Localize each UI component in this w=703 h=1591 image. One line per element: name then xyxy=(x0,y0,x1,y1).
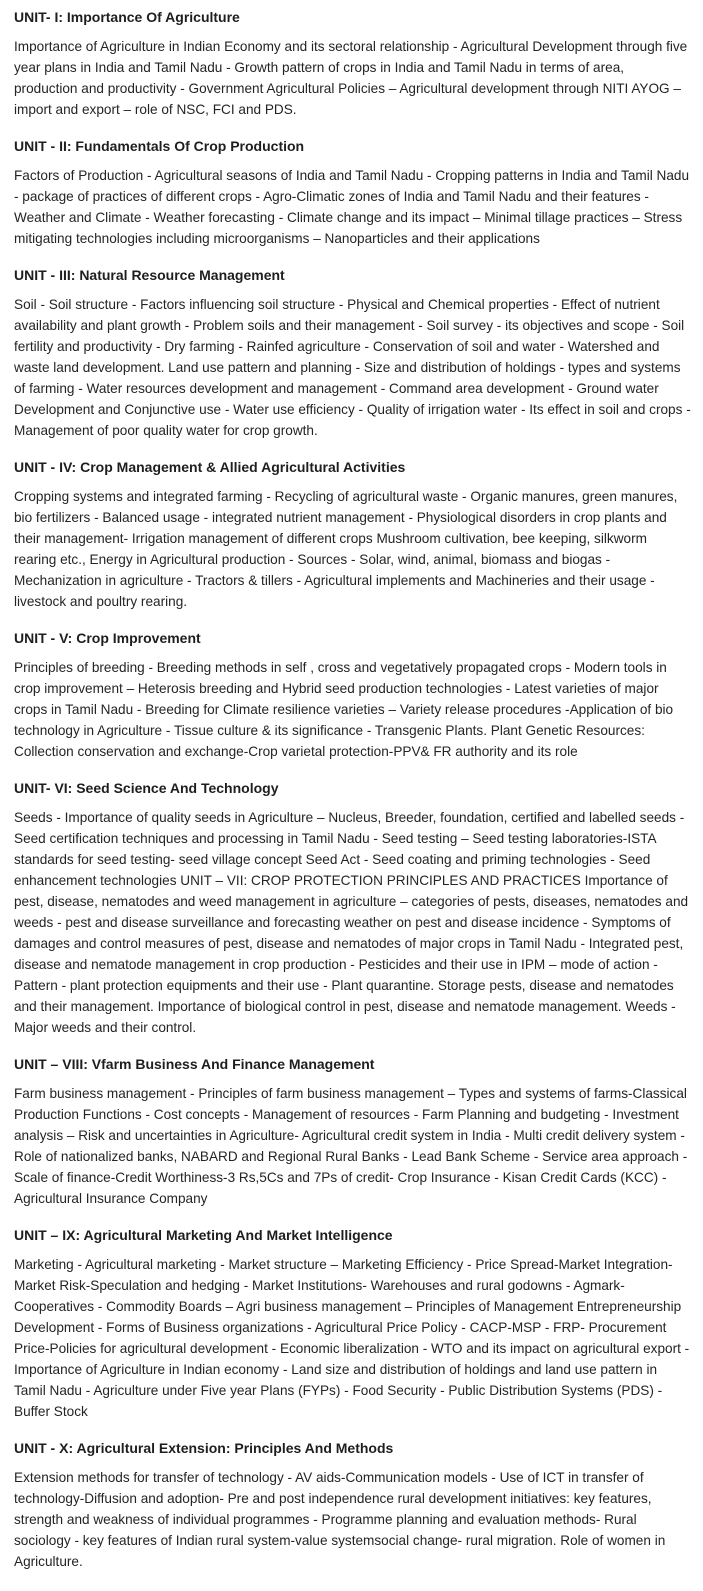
unit-section xyxy=(14,264,691,441)
unit-heading: UNIT - V: Crop Improvement xyxy=(14,630,201,646)
unit-heading: UNIT – IX: Agricultural Marketing And Market Intelligence xyxy=(14,1227,393,1243)
unit-heading: UNIT- I: Importance Of Agriculture xyxy=(14,9,240,25)
unit-heading: UNIT – VIII: Vfarm Business And Finance Management xyxy=(14,1056,375,1072)
unit-section xyxy=(14,627,691,762)
unit-heading: UNIT - X: Agricultural Extension: Principles And Methods xyxy=(14,1440,394,1456)
unit-heading: UNIT - IV: Crop Management & Allied Agricultural Activities xyxy=(14,459,406,475)
unit-body: Farm business management - Principles of farm business management – Types and systems of farms-Classical Production Functions - Cost concepts - Management of resources - Farm Planning and budgeting - Investment analysis – Risk and uncertainties in Agriculture- Agricultural credit system in India - Multi credit delivery system - Role of nationalized banks, NABARD and Regional Rural Banks - Lead Bank Scheme - Service area approach - Scale of finance-Credit Worthiness-3 Rs,5Cs and 7Ps of credit- Crop Insurance - Kisan Credit Cards (KCC) - Agricultural Insurance Company xyxy=(14,1086,688,1206)
unit-section xyxy=(14,6,691,120)
unit-body: Factors of Production - Agricultural seasons of India and Tamil Nadu - Cropping patterns in India and Tamil Nadu - package of practices of different crops - Agro-Climatic zones of India and Tamil Nadu and their features - Weather and Climate - Weather forecasting - Climate change and its impact – Minimal tillage practices – Stress mitigating technologies including microorganisms – Nanoparticles and their applications xyxy=(14,168,690,246)
unit-body: Seeds - Importance of quality seeds in Agriculture – Nucleus, Breeder, foundation, certified and labelled seeds - Seed certification techniques and processing in Tamil Nadu - Seed testing – Seed testing laboratories-ISTA standards for seed testing- seed village concept Seed Act - Seed coating and priming technologies - Seed enhancement technologies UNIT – VII: CROP PROTECTION PRINCIPLES AND PRACTICES Importance of pest, disease, nematodes and weed management in agriculture – categories of pests, diseases, nematodes and weeds - pest and disease surveillance and forecasting weather on pest and disease incidence - Symptoms of damages and control measures of pest, disease and nematodes of major crops in Tamil Nadu - Integrated pest, disease and nematode management in crop production - Pesticides and their use in IPM – mode of action - Pattern - plant protection equipments and their use - Plant quarantine. Storage pests, disease and nematodes and their management. Importance of biological control in pest, disease and nematode management. Weeds - Major weeds and their control. xyxy=(14,810,689,1035)
unit-body: Principles of breeding - Breeding methods in self , cross and vegetatively propagated crops - Modern tools in crop improvement – Heterosis breeding and Hybrid seed production technologies - Latest varieties of major crops in Tamil Nadu - Breeding for Climate resilience varieties – Variety release procedures -Application of bio technology in Agriculture - Tissue culture & its significance - Transgenic Plants. Plant Genetic Resources: Collection conservation and exchange-Crop varietal protection-PPV& FR authority and its role xyxy=(14,660,674,759)
unit-section xyxy=(14,456,691,612)
unit-heading: UNIT - III: Natural Resource Management xyxy=(14,267,285,283)
unit-section xyxy=(14,777,691,1038)
unit-body: Cropping systems and integrated farming - Recycling of agricultural waste - Organic manures, green manures, bio fertilizers - Balanced usage - integrated nutrient management - Physiological disorders in crop plants and their management- Irrigation management of different crops Mushroom cultivation, bee keeping, silkworm rearing etc., Energy in Agricultural production - Sources - Solar, wind, animal, biomass and biogas - Mechanization in agriculture - Tractors & tillers - Agricultural implements and Machineries and their usage - livestock and poultry rearing. xyxy=(14,489,678,609)
unit-section xyxy=(14,1224,691,1422)
unit-body: Soil - Soil structure - Factors influencing soil structure - Physical and Chemical properties - Effect of nutrient availability and plant growth - Problem soils and their management - Soil survey - its objectives and scope - Soil fertility and productivity - Dry farming - Rainfed agriculture - Conservation of soil and water - Watershed and waste land development. Land use pattern and planning - Size and distribution of holdings - types and systems of farming - Water resources development and management - Command area development - Ground water Development and Conjunctive use - Water use efficiency - Quality of irrigation water - Its effect in soil and crops - Management of poor quality water for crop growth. xyxy=(14,297,691,438)
unit-body: Extension methods for transfer of technology - AV aids-Communication models - Use of ICT in transfer of technology-Diffusion and adoption- Pre and post independence rural development initiatives: key features, strength and weakness of individual programmes - Programme planning and evaluation methods- Rural sociology - key features of Indian rural system-value systemsocial change- rural migration. Role of women in Agriculture. xyxy=(14,1470,666,1569)
unit-body: Importance of Agriculture in Indian Economy and its sectoral relationship - Agricultural Development through five year plans in India and Tamil Nadu - Growth pattern of crops in India and Tamil Nadu in terms of area, production and productivity - Government Agricultural Policies – Agricultural development through NITI AYOG – import and export – role of NSC, FCI and PDS. xyxy=(14,39,688,117)
unit-heading: UNIT- VI: Seed Science And Technology xyxy=(14,780,279,796)
unit-body: Marketing - Agricultural marketing - Market structure – Marketing Efficiency - Price Spread-Market Integration-Market Risk-Speculation and hedging - Market Institutions- Warehouses and rural godowns - Agmark-Cooperatives - Commodity Boards – Agri business management – Principles of Management Entrepreneurship Development - Forms of Business organizations - Agricultural Price Policy - CACP-MSP - FRP- Procurement Price-Policies for agricultural development - Economic liberalization - WTO and its impact on agricultural export - Importance of Agriculture in Indian economy - Land size and distribution of holdings and land use pattern in Tamil Nadu - Agriculture under Five year Plans (FYPs) - Food Security - Public Distribution Systems (PDS) - Buffer Stock xyxy=(14,1257,690,1419)
unit-section xyxy=(14,1437,691,1572)
unit-heading: UNIT - II: Fundamentals Of Crop Production xyxy=(14,138,305,154)
unit-section xyxy=(14,135,691,249)
unit-section xyxy=(14,1053,691,1209)
